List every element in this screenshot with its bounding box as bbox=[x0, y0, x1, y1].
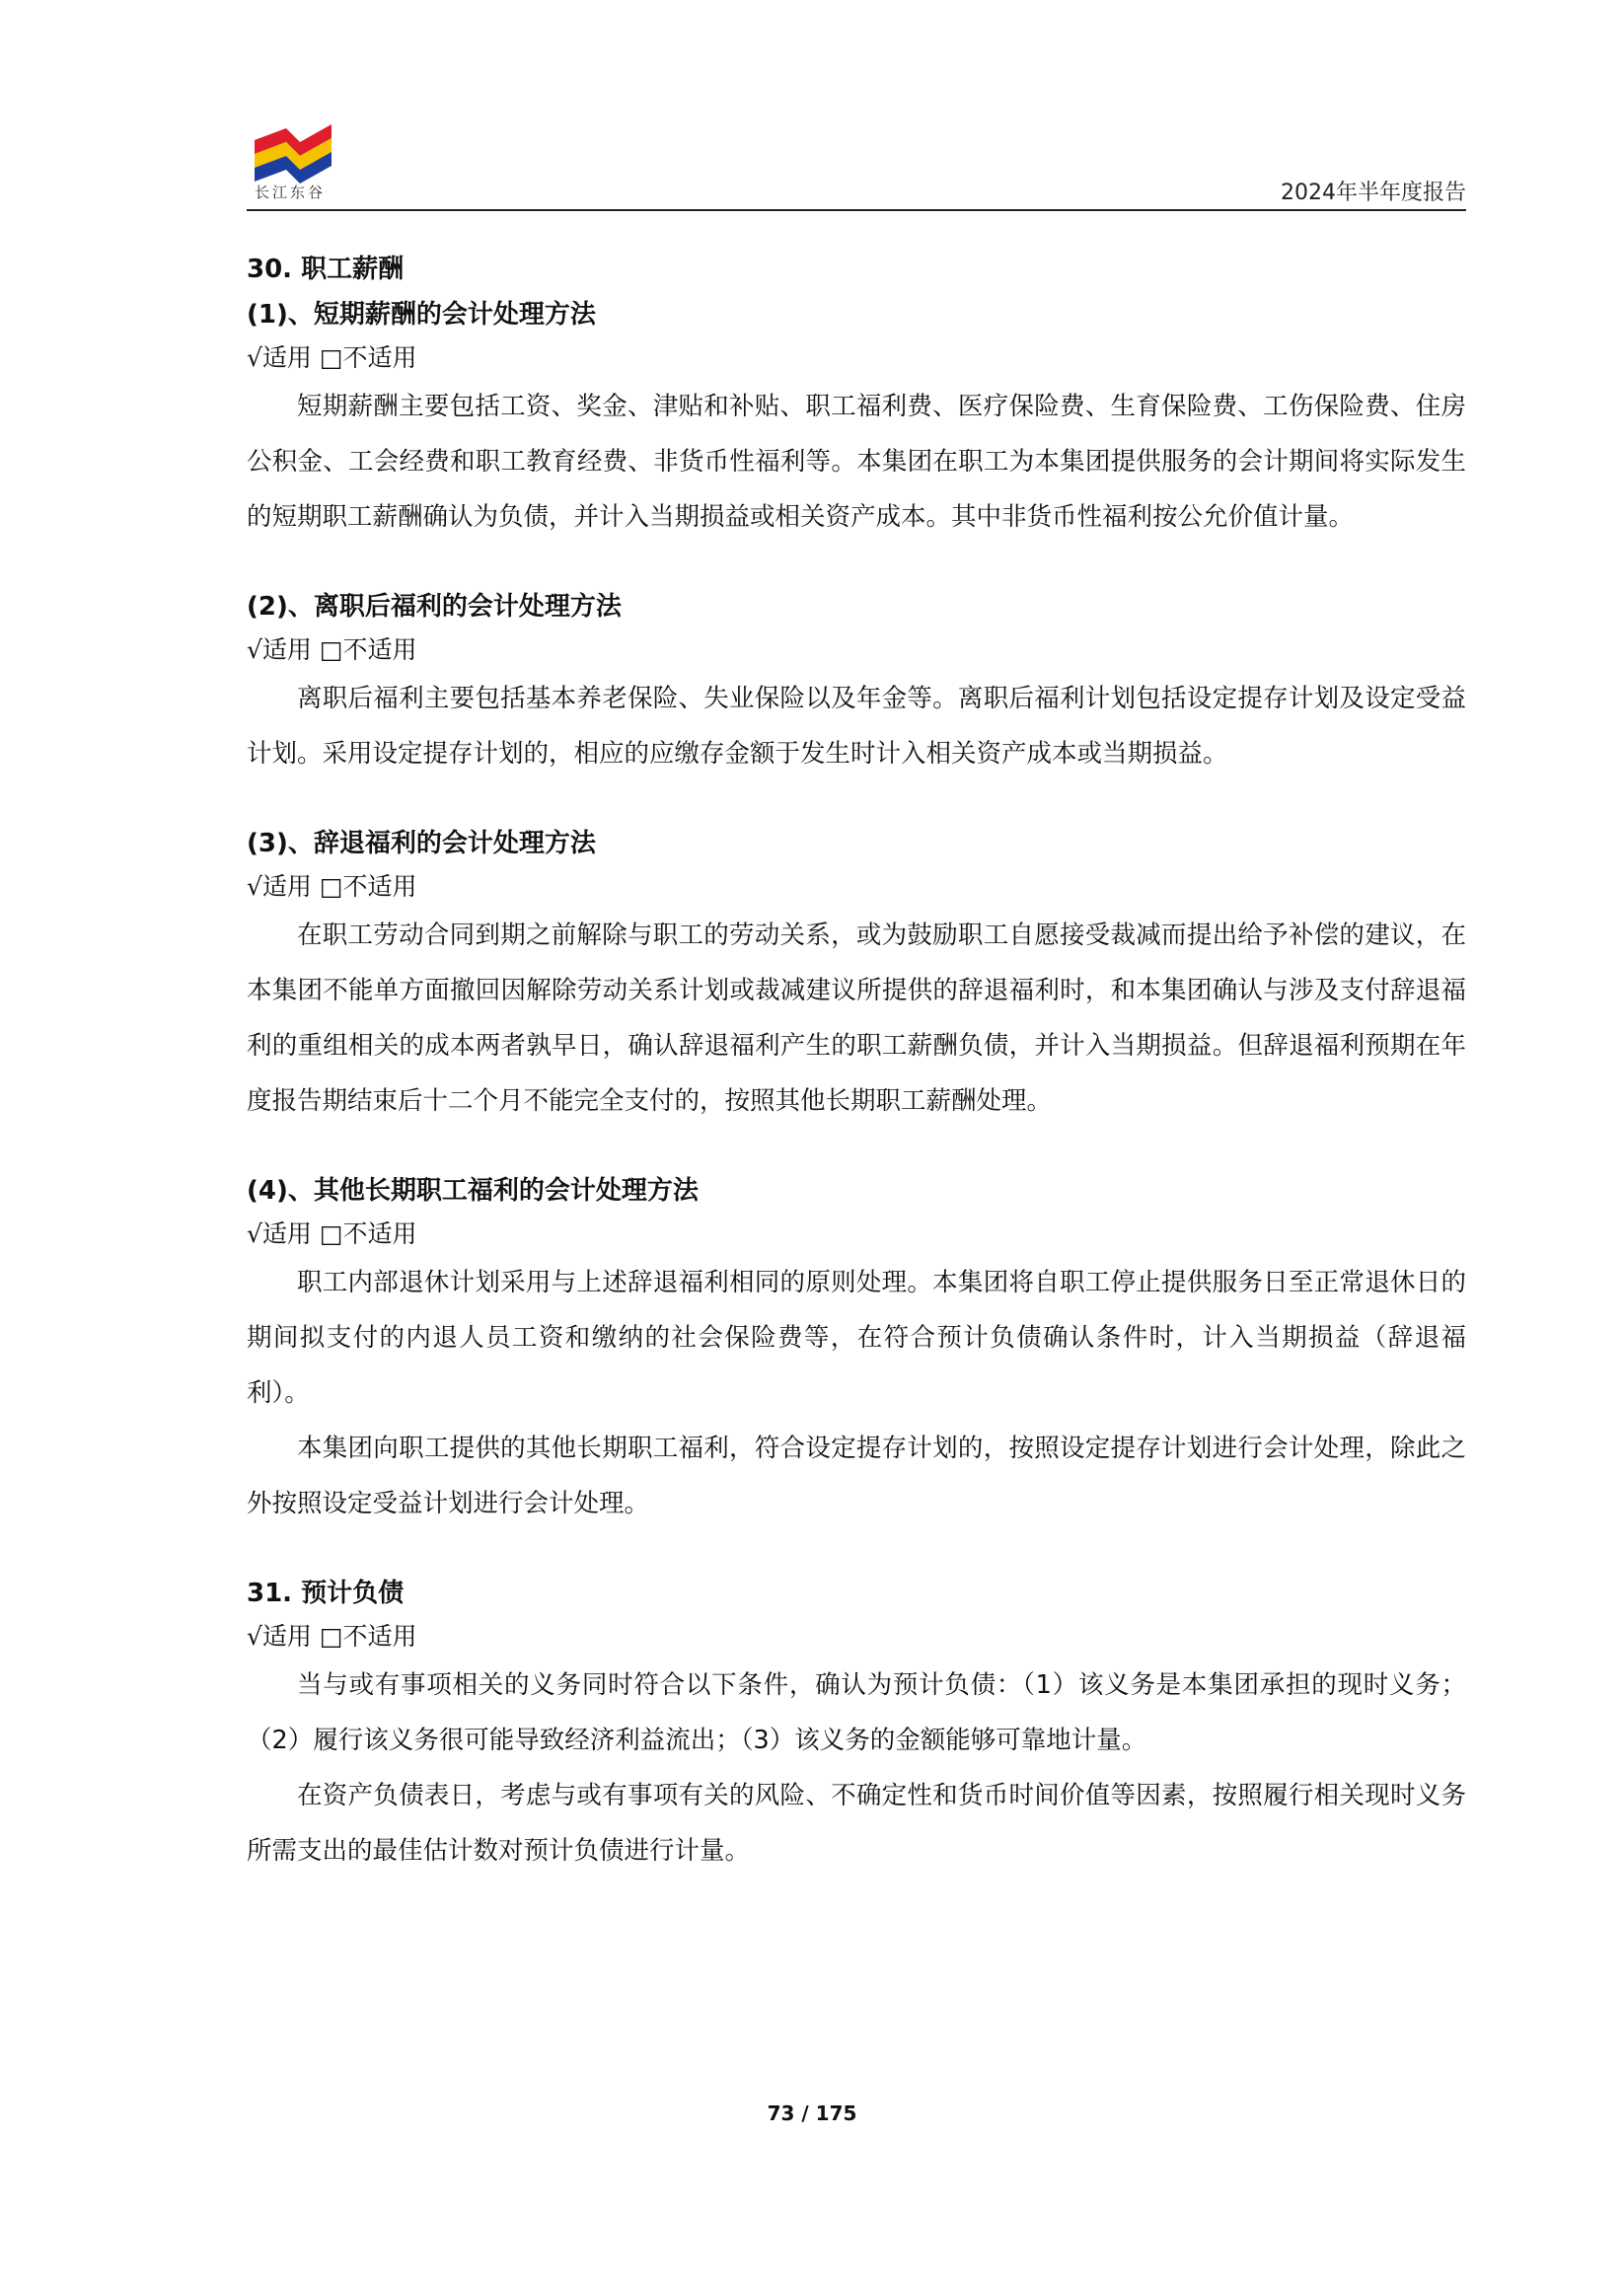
report-title: 2024年半年度报告 bbox=[1281, 181, 1466, 205]
section-31-paragraph-1: 当与或有事项相关的义务同时符合以下条件，确认为预计负债：（1）该义务是本集团承担的现时义务；（2）履行该义务很可能导致经济利益流出；（3）该义务的金额能够可靠地计量。 bbox=[247, 1670, 1466, 1755]
document-body bbox=[247, 247, 1466, 1879]
spacer bbox=[247, 545, 1466, 584]
company-logo bbox=[253, 118, 333, 189]
section-30-2-applicability: √适用 □不适用 bbox=[247, 635, 417, 664]
section-31-heading: 31. 预计负债 bbox=[247, 1579, 405, 1608]
section-30-4-paragraph-2: 本集团向职工提供的其他长期职工福利，符合设定提存计划的，按照设定提存计划进行会计处理，除此之外按照设定受益计划进行会计处理。 bbox=[247, 1434, 1466, 1518]
section-30-1-title: (1)、短期薪酬的会计处理方法 bbox=[247, 300, 596, 330]
page-header bbox=[247, 107, 1466, 211]
section-30-4-paragraph-1: 职工内部退休计划采用与上述辞退福利相同的原则处理。本集团将自职工停止提供服务日至正常退休日的期间拟支付的内退人员工资和缴纳的社会保险费等，在符合预计负债确认条件时，计入当期损益（辞退福利）。 bbox=[247, 1268, 1466, 1408]
section-30-3-title: (3)、辞退福利的会计处理方法 bbox=[247, 829, 596, 858]
spacer bbox=[247, 1129, 1466, 1168]
section-30-4-applicability: √适用 □不适用 bbox=[247, 1219, 417, 1248]
section-30-3-applicability: √适用 □不适用 bbox=[247, 872, 417, 901]
header-divider bbox=[247, 209, 1466, 211]
logo-text: 长江东谷 bbox=[255, 184, 327, 201]
section-31-paragraph-2: 在资产负债表日，考虑与或有事项有关的风险、不确定性和货币时间价值等因素，按照履行相关现时义务所需支出的最佳估计数对预计负债进行计量。 bbox=[247, 1781, 1466, 1866]
section-30-4-title: (4)、其他长期职工福利的会计处理方法 bbox=[247, 1176, 699, 1206]
section-30-2-title: (2)、离职后福利的会计处理方法 bbox=[247, 592, 622, 622]
spacer bbox=[247, 781, 1466, 821]
section-31-applicability: √适用 □不适用 bbox=[247, 1622, 417, 1651]
section-30-1-paragraph: 短期薪酬主要包括工资、奖金、津贴和补贴、职工福利费、医疗保险费、生育保险费、工伤保险费、住房公积金、工会经费和职工教育经费、非货币性福利等。本集团在职工为本集团提供服务的会计期间将实际发生的短期职工薪酬确认为负债，并计入当期损益或相关资产成本。其中非货币性福利按公允价值计量。 bbox=[247, 392, 1466, 532]
page-number: 73 / 175 bbox=[767, 2101, 857, 2125]
spacer bbox=[247, 1531, 1466, 1571]
section-30-1-applicability: √适用 □不适用 bbox=[247, 343, 417, 372]
section-30-heading: 30. 职工薪酬 bbox=[247, 255, 405, 284]
section-30-2-paragraph: 离职后福利主要包括基本养老保险、失业保险以及年金等。离职后福利计划包括设定提存计划及设定受益计划。采用设定提存计划的，相应的应缴存金额于发生时计入相关资产成本或当期损益。 bbox=[247, 684, 1466, 769]
section-30-3-paragraph: 在职工劳动合同到期之前解除与职工的劳动关系，或为鼓励职工自愿接受裁减而提出给予补偿的建议，在本集团不能单方面撤回因解除劳动关系计划或裁减建议所提供的辞退福利时，和本集团确认与涉及支付辞退福利的重组相关的成本两者孰早日，确认辞退福利产生的职工薪酬负债，并计入当期损益。但辞退福利预期在年度报告期结束后十二个月不能完全支付的，按照其他长期职工薪酬处理。 bbox=[247, 921, 1466, 1116]
